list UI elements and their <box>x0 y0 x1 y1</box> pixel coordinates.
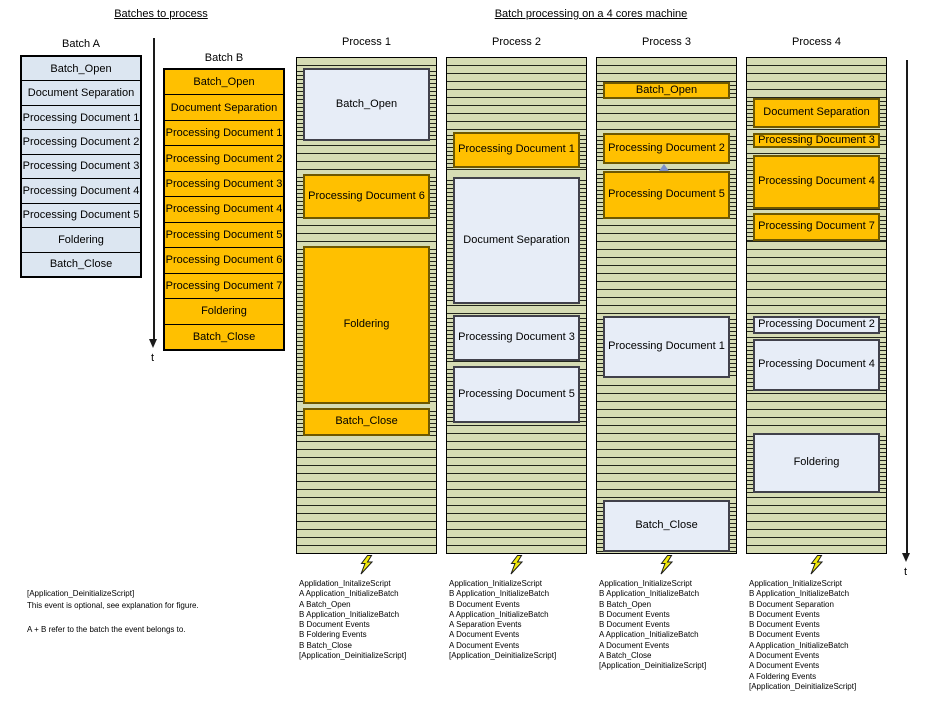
event-line: B Document Events <box>599 620 670 630</box>
process-timeline-column <box>746 57 887 554</box>
batch-b-step: Document Separation <box>165 95 283 120</box>
note-line: A + B refer to the batch the event belongs to. <box>27 625 186 634</box>
batch-b-step: Processing Document 7 <box>165 274 283 299</box>
batch-b-label: Batch B <box>204 52 244 64</box>
event-line: B Document Events <box>299 620 370 630</box>
process-2 <box>446 36 587 714</box>
event-line: B Document Events <box>749 609 820 619</box>
event-line: A Document Events <box>749 661 820 671</box>
process-1 <box>296 36 437 714</box>
event-line: A Application_InitializeBatch <box>749 640 849 650</box>
batch-b-table <box>163 68 285 351</box>
task-box: Processing Document 4 <box>753 339 880 391</box>
arrow-head-icon <box>902 553 910 562</box>
left-section-title: Batches to process <box>114 8 208 20</box>
batch-b-step: Processing Document 5 <box>165 223 283 248</box>
event-line: A Batch_Open <box>299 599 351 609</box>
right-section-title: Batch processing on a 4 cores machine <box>494 8 688 20</box>
task-box: Processing Document 2 <box>603 133 730 164</box>
process-timeline-column <box>296 57 437 554</box>
lightning-bolt-icon <box>746 555 887 580</box>
batch-a-table <box>20 55 142 278</box>
task-box: Processing Document 2 <box>753 316 880 334</box>
event-script-list <box>749 579 907 692</box>
task-box: Processing Document 1 <box>603 316 730 378</box>
event-line: Application_InitializeScript <box>599 579 692 588</box>
note-line: [Application_DeinitializeScript] <box>27 589 135 598</box>
task-box: Processing Document 3 <box>453 315 580 361</box>
task-box: Processing Document 1 <box>453 132 580 168</box>
time-arrow-line <box>153 38 155 340</box>
batch-a-label: Batch A <box>62 38 100 50</box>
task-box: Batch_Close <box>303 408 430 436</box>
time-axis-label-right: t <box>904 566 908 578</box>
event-line: A Application_InitializeBatch <box>299 589 399 599</box>
batch-b-step: Processing Document 2 <box>165 146 283 171</box>
batch-a-step: Processing Document 4 <box>22 179 140 203</box>
task-box: Batch_Close <box>603 500 730 552</box>
event-line: B Application_InitializeBatch <box>749 589 850 599</box>
task-box: Foldering <box>303 246 430 404</box>
process-3 <box>596 36 737 714</box>
batch-a-step: Processing Document 2 <box>22 130 140 154</box>
batch-b-step: Batch_Close <box>165 325 283 349</box>
lightning-bolt-icon <box>596 555 737 580</box>
task-box: Batch_Open <box>303 68 430 141</box>
event-line: B Application_InitializeBatch <box>299 609 400 619</box>
batch-b-step: Processing Document 4 <box>165 197 283 222</box>
batch-b-step: Foldering <box>165 299 283 324</box>
task-box: Processing Document 4 <box>753 155 880 209</box>
event-line: B Document Events <box>749 620 820 630</box>
batch-a-step: Document Separation <box>22 81 140 105</box>
process-label: Process 3 <box>642 36 691 48</box>
event-line: B Batch_Close <box>299 640 352 650</box>
task-box: Batch_Open <box>603 82 730 99</box>
time-arrow-left <box>149 38 158 348</box>
event-line: B Document Events <box>599 609 670 619</box>
lightning-bolt-icon <box>296 555 437 580</box>
process-label: Process 4 <box>792 36 841 48</box>
event-line: [Application_DeinitializeScript] <box>299 651 407 661</box>
batch-b-step: Processing Document 6 <box>165 248 283 273</box>
event-line: B Document Events <box>749 630 820 640</box>
note-line: This event is optional, see explanation for figure. <box>27 601 199 610</box>
time-arrow-line <box>906 60 908 554</box>
processes-area <box>296 36 937 714</box>
event-line: [Application_DeinitializeScript] <box>449 651 557 661</box>
batch-b-step: Processing Document 1 <box>165 121 283 146</box>
lightning-bolt-icon <box>446 555 587 580</box>
event-script-list <box>449 579 607 661</box>
event-script-list <box>299 579 457 661</box>
event-line: B Document Separation <box>749 599 834 609</box>
note-line <box>27 612 287 624</box>
event-line: A Document Events <box>449 640 520 650</box>
task-box: Processing Document 7 <box>753 213 880 241</box>
task-box: Document Separation <box>753 98 880 128</box>
event-line: A Document Events <box>599 640 670 650</box>
process-label: Process 1 <box>342 36 391 48</box>
event-line: A Application_InitializeBatch <box>449 609 549 619</box>
event-line: A Application_InitializeBatch <box>599 630 699 640</box>
event-line: A Foldering Events <box>749 671 817 681</box>
event-line: A Separation Events <box>449 620 522 630</box>
event-line: A Batch_Close <box>599 651 652 661</box>
task-box: Processing Document 6 <box>303 174 430 219</box>
batch-a-step: Batch_Open <box>22 57 140 81</box>
task-box: Processing Document 5 <box>603 171 730 219</box>
event-line: B Application_InitializeBatch <box>449 589 550 599</box>
event-line: A Document Events <box>749 651 820 661</box>
process-timeline-column <box>596 57 737 554</box>
event-line: Applidation_InitalizeScript <box>299 579 391 588</box>
arrow-head-icon <box>149 339 157 348</box>
batch-a-step: Processing Document 3 <box>22 155 140 179</box>
batch-a-step: Processing Document 1 <box>22 106 140 130</box>
batch-b-step: Processing Document 3 <box>165 172 283 197</box>
event-line: B Application_InitializeBatch <box>599 589 700 599</box>
event-line: B Foldering Events <box>299 630 367 640</box>
event-line: [Application_DeinitializeScript] <box>749 681 857 691</box>
blue-triangle-marker-icon <box>659 164 669 171</box>
batch-a-step: Batch_Close <box>22 253 140 276</box>
process-4 <box>746 36 887 714</box>
batch-a-step: Processing Document 5 <box>22 204 140 228</box>
event-line: Application_InitializeScript <box>749 579 842 588</box>
task-box: Document Separation <box>453 177 580 304</box>
batch-b-step: Batch_Open <box>165 70 283 95</box>
time-arrow-right <box>902 60 911 562</box>
event-script-list <box>599 579 757 672</box>
time-axis-label-left: t <box>151 352 155 364</box>
process-timeline-column <box>446 57 587 554</box>
task-box: Foldering <box>753 433 880 493</box>
task-box: Processing Document 3 <box>753 133 880 148</box>
event-line: B Batch_Open <box>599 599 652 609</box>
event-line: B Document Events <box>449 599 520 609</box>
batch-a-step: Foldering <box>22 228 140 252</box>
process-label: Process 2 <box>492 36 541 48</box>
task-box: Processing Document 5 <box>453 366 580 423</box>
legend-notes <box>27 588 287 636</box>
event-line: A Document Events <box>449 630 520 640</box>
event-line: Application_InitializeScript <box>449 579 542 588</box>
event-line: [Application_DeinitializeScript] <box>599 661 707 671</box>
